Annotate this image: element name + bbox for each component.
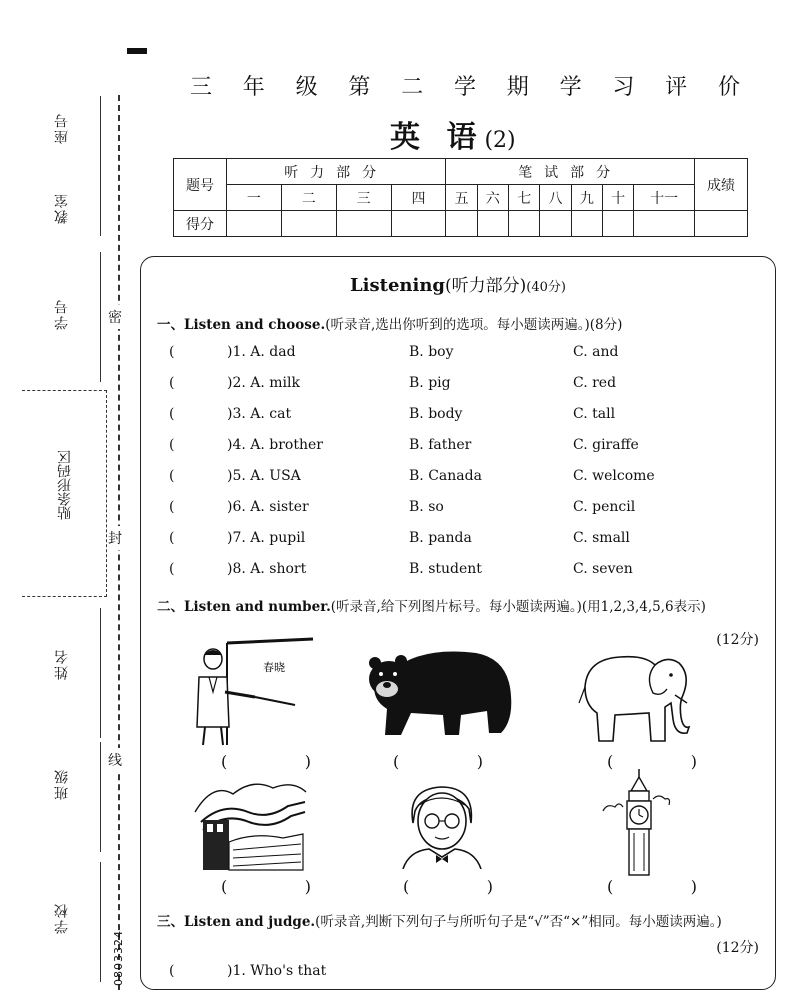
class-line (100, 742, 101, 852)
part3-points: (12分) (716, 940, 759, 956)
choice-row-8 (169, 561, 769, 581)
answer-paren[interactable]: ( (169, 468, 175, 484)
score-table (173, 158, 748, 237)
blank-open: ( (393, 752, 400, 771)
option-b: B. panda (409, 530, 472, 546)
answer-blank-5[interactable] (403, 877, 493, 896)
student-id-label: 学号 (54, 298, 70, 330)
title-char: 年 (242, 75, 265, 100)
score-cell[interactable] (634, 211, 695, 237)
answer-blank-4[interactable] (221, 877, 311, 896)
part1-heading-en: 一、Listen and choose. (157, 317, 326, 333)
choice-row-2 (169, 375, 769, 395)
class-label: 班级 (54, 768, 70, 800)
score-cell[interactable] (571, 211, 602, 237)
school-label: 学校 (54, 902, 70, 934)
choice-row-3 (169, 406, 769, 426)
total-header: 成绩 (695, 159, 748, 211)
answer-paren[interactable]: ( (169, 963, 175, 979)
option-c: C. red (573, 375, 617, 391)
title-char: 价 (717, 75, 740, 100)
question-number-cell: 十一 (634, 185, 695, 211)
blank-open: ( (607, 877, 614, 896)
answer-paren[interactable]: ( (169, 530, 175, 546)
option-c: C. and (573, 344, 619, 360)
option-b: B. pig (409, 375, 451, 391)
part3-instruction: (听录音,判断下列句子与所听句子是“√”否“×”相同。每小题读两遍。) (315, 914, 722, 930)
blank-close: ) (486, 877, 493, 896)
listening-title-cn: (听力部分) (445, 276, 527, 296)
option-b: B. father (409, 437, 472, 453)
listening-section-title (141, 271, 775, 296)
blank-close: ) (476, 752, 483, 771)
blank-open: ( (221, 752, 228, 771)
choice-row-6 (169, 499, 769, 519)
part2-points: (12分) (716, 632, 759, 648)
bear-picture (361, 641, 516, 741)
subject-number: (2) (484, 128, 516, 153)
answer-paren[interactable]: ( (169, 437, 175, 453)
answer-blank-1[interactable] (221, 752, 311, 771)
answer-paren[interactable]: ( (169, 561, 175, 577)
school-line (100, 862, 101, 982)
serial-number: 0803324 (112, 930, 125, 986)
listening-header: 听力部分 (227, 159, 446, 185)
name-line (100, 608, 101, 738)
answer-paren[interactable]: ( (169, 499, 175, 515)
option-b: B. student (409, 561, 482, 577)
choice-row-1 (169, 344, 769, 364)
seal-char-mi: 密 (108, 305, 122, 329)
option-a: )8. A. short (227, 561, 307, 577)
total-score-cell[interactable] (695, 211, 748, 237)
option-a: )7. A. pupil (227, 530, 306, 546)
title-char: 习 (612, 75, 635, 100)
question-number-header: 题号 (174, 159, 227, 211)
writing-header: 笔试部分 (446, 159, 695, 185)
title-char: 三 (190, 75, 213, 100)
option-b: B. boy (409, 344, 454, 360)
listening-section-box (140, 256, 776, 990)
listening-points: (40分) (526, 280, 566, 295)
barcode-area-label: 贴条形码区 (57, 450, 73, 520)
option-a: )6. A. sister (227, 499, 309, 515)
blank-close: ) (304, 877, 311, 896)
score-cell[interactable] (603, 211, 634, 237)
subject-title (390, 112, 516, 156)
exam-title (190, 70, 740, 101)
blank-open: ( (221, 877, 228, 896)
blank-open: ( (607, 752, 614, 771)
name-label: 姓名 (54, 648, 70, 680)
clock-tower-picture (601, 767, 671, 877)
part1-heading (157, 313, 622, 333)
choice-row-7 (169, 530, 769, 550)
option-a: )5. A. USA (227, 468, 301, 484)
answer-blank-6[interactable] (607, 877, 697, 896)
option-c: C. seven (573, 561, 633, 577)
score-cell[interactable] (336, 211, 391, 237)
score-cell[interactable] (446, 211, 477, 237)
part3-heading-en: 三、Listen and judge. (157, 914, 316, 930)
answer-blank-2[interactable] (393, 752, 483, 771)
part2-heading (157, 595, 706, 615)
question-number-cell: 七 (509, 185, 540, 211)
seat-number-label: 座号 (54, 112, 70, 144)
question-number-cell: 九 (571, 185, 602, 211)
score-cell[interactable] (509, 211, 540, 237)
answer-paren[interactable]: ( (169, 344, 175, 360)
answer-paren[interactable]: ( (169, 406, 175, 422)
part3-heading (157, 910, 722, 930)
man-picture (399, 779, 484, 869)
blank-close: ) (304, 752, 311, 771)
option-a: )3. A. cat (227, 406, 292, 422)
option-c: C. welcome (573, 468, 655, 484)
question-number-cell: 五 (446, 185, 477, 211)
teacher-picture (185, 637, 315, 747)
option-c: C. pencil (573, 499, 636, 515)
great-wall-picture (193, 772, 308, 872)
score-cell[interactable] (281, 211, 336, 237)
title-char: 二 (401, 75, 424, 100)
blank-open: ( (403, 877, 410, 896)
option-c: C. giraffe (573, 437, 639, 453)
score-cell[interactable] (540, 211, 571, 237)
option-a: )1. A. dad (227, 344, 296, 360)
title-char: 期 (506, 75, 529, 100)
student-id-line (100, 252, 101, 382)
board-text: 春晓 (263, 661, 285, 674)
option-c: C. tall (573, 406, 616, 422)
part2-heading-en: 二、Listen and number. (157, 599, 331, 615)
title-char: 学 (559, 75, 582, 100)
score-row-label: 得分 (174, 211, 227, 237)
answer-paren[interactable]: ( (169, 375, 175, 391)
part2-instruction: (听录音,给下列图片标号。每小题读两遍。)(用1,2,3,4,5,6表示) (330, 599, 706, 615)
question-number-cell: 六 (477, 185, 508, 211)
title-char: 评 (665, 75, 688, 100)
seat-classroom-line (100, 96, 101, 236)
blank-close: ) (690, 877, 697, 896)
question-number-cell: 四 (391, 185, 446, 211)
title-char: 级 (295, 75, 318, 100)
seal-char-feng: 封 (108, 526, 122, 550)
judge-row-1 (169, 963, 769, 983)
title-char: 第 (348, 75, 371, 100)
option-c: C. small (573, 530, 630, 546)
option-b: B. body (409, 406, 463, 422)
score-cell[interactable] (477, 211, 508, 237)
blank-close: ) (690, 752, 697, 771)
subject-name: 英 语 (390, 120, 485, 155)
judge-sentence: )1. Who's that (227, 963, 327, 979)
title-char: 学 (453, 75, 476, 100)
classroom-label: 教室 (54, 192, 70, 224)
option-b: B. so (409, 499, 444, 515)
choice-row-4 (169, 437, 769, 457)
question-number-cell: 一 (227, 185, 282, 211)
elephant-picture (575, 637, 695, 747)
question-number-cell: 八 (540, 185, 571, 211)
question-number-cell: 二 (281, 185, 336, 211)
listening-title-en: Listening (350, 275, 446, 296)
part1-instruction: (听录音,选出你听到的选项。每小题读两遍。)(8分) (325, 317, 623, 333)
question-number-cell: 十 (603, 185, 634, 211)
choice-row-5 (169, 468, 769, 488)
option-a: )2. A. milk (227, 375, 300, 391)
score-cell[interactable] (227, 211, 282, 237)
seal-char-xian: 线 (108, 748, 122, 772)
score-cell[interactable] (391, 211, 446, 237)
option-a: )4. A. brother (227, 437, 323, 453)
option-b: B. Canada (409, 468, 482, 484)
question-number-cell: 三 (336, 185, 391, 211)
registration-mark (127, 48, 147, 54)
